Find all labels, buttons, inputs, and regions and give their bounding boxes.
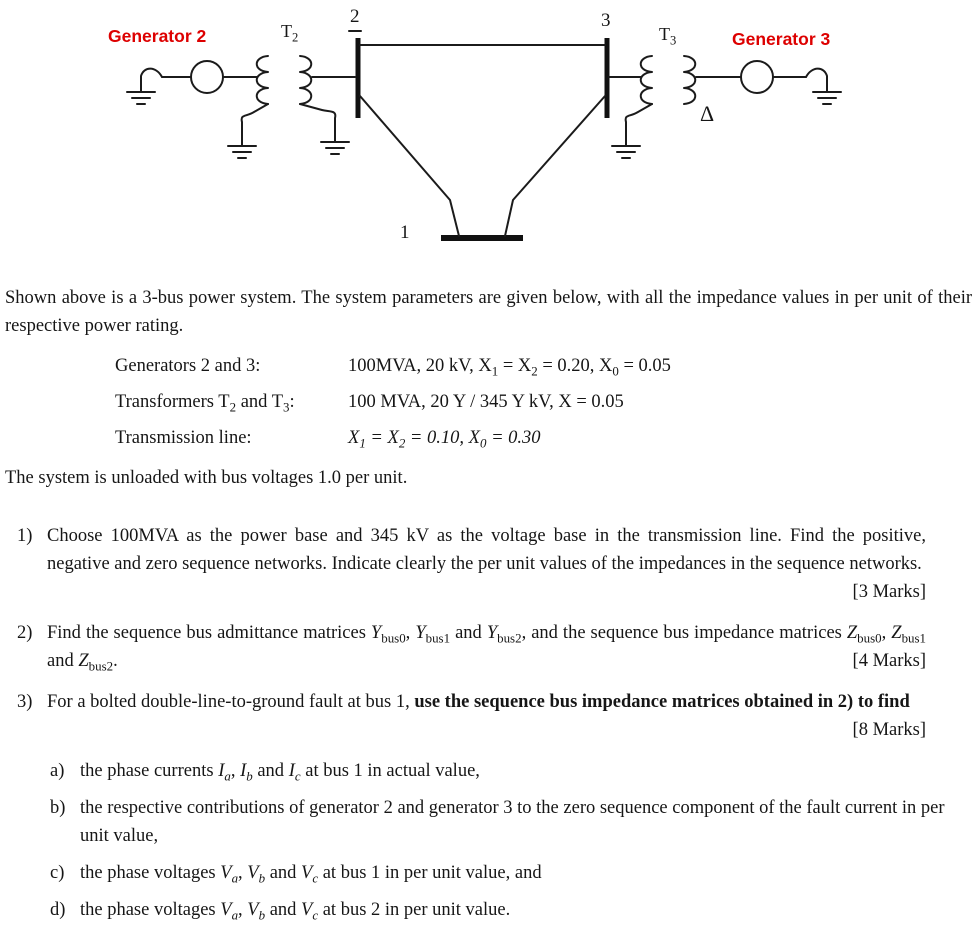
bus-1-label: 1: [400, 222, 410, 243]
line-bus3-bus1: [505, 96, 605, 236]
question-number: 3): [17, 692, 33, 712]
question-marks: [4 Marks]: [852, 651, 926, 671]
parameter-name: Transformers $T_2$ and $T_3$:: [115, 392, 295, 415]
parameter-name: Generators 2 and 3:: [115, 356, 261, 376]
question-text: Find the sequence bus admittance matrices $Y_{bus0}$, $Y_{bus1}$ and $Y_{bus2}$, and the sequence bus impedance matrices $Z_{bus0}$, $Z_{bus1}$ and $Z_{bus2}$.: [47, 623, 927, 674]
question-marks: [8 Marks]: [852, 720, 926, 740]
generator-2-label: Generator 2: [108, 26, 207, 46]
parameter-row-line: [5, 424, 972, 452]
subitem-number: c): [50, 863, 65, 883]
subitem-text: the phase currents $I_a$, $I_b$ and $I_c$ at bus 1 in actual value,: [80, 761, 480, 784]
subitem-text: the phase voltages $V_a$, $V_b$ and $V_c$ at bus 2 in per unit value.: [80, 900, 511, 923]
power-system-diagram: [0, 0, 978, 262]
question-body: [47, 688, 972, 744]
question-body: [47, 619, 972, 675]
question-3: [17, 688, 972, 744]
generator-3-symbol: [741, 61, 806, 93]
subitem-c: [50, 859, 972, 887]
question-3-subitems: [17, 757, 972, 924]
intro-paragraph: Shown above is a 3-bus power system. The system parameters are given below, with all the impedance values in per unit of their respective power rating.: [5, 288, 972, 336]
question-marks: [3 Marks]: [852, 582, 926, 602]
subitem-number: a): [50, 761, 65, 781]
parameter-name: Transmission line:: [115, 428, 252, 448]
parameter-row-generators: [5, 352, 972, 380]
bus-2-label: 2: [350, 6, 360, 27]
subitem-number: b): [50, 798, 66, 818]
transformer-t2-ground-right: [300, 104, 349, 154]
transformer-t3-label: $T_3$: [659, 24, 677, 48]
delta-winding-symbol: Δ: [700, 101, 715, 126]
transformer-t2-ground-left: [228, 104, 268, 158]
parameter-value: $X_1 = X_2 = 0.10$, $X_0 = 0.30$: [348, 428, 541, 451]
line-bus2-bus1: [360, 96, 459, 236]
generator-3-ground: [806, 69, 841, 104]
transformer-t2-symbol: [257, 56, 355, 104]
question-1: [17, 522, 972, 606]
subitem-a: [50, 757, 972, 785]
parameter-list: [5, 352, 972, 452]
unloaded-note: The system is unloaded with bus voltages 1.0 per unit.: [5, 468, 408, 488]
question-list: [5, 522, 972, 924]
question-body: [47, 522, 972, 606]
parameter-value: 100MVA, 20 kV, $X_1 = X_2 = 0.20$, $X_0 = 0.05$: [348, 356, 671, 379]
subitem-text: the respective contributions of generator 2 and generator 3 to the zero sequence component of the fault current in per unit value,: [80, 798, 945, 846]
generator-3-label: Generator 3: [732, 29, 831, 49]
transformer-t3-ground: [612, 104, 652, 158]
problem-text: [0, 284, 978, 924]
question-number: 1): [17, 526, 33, 546]
transformer-t3-symbol: [609, 56, 741, 104]
subitem-d: [50, 896, 972, 924]
bus-3-label: 3: [601, 10, 611, 31]
subitem-text: the phase voltages $V_a$, $V_b$ and $V_c$ at bus 1 in per unit value, and: [80, 863, 542, 886]
subitem-b: [50, 794, 972, 850]
parameter-value: 100 MVA, 20 Y / 345 Y kV, X = 0.05: [348, 392, 624, 412]
question-text: For a bolted double-line-to-ground fault at bus 1, use the sequence bus impedance matrices obtained in 2) to find: [47, 692, 910, 712]
parameter-row-transformers: [5, 388, 972, 416]
generator-2-symbol: [162, 61, 257, 93]
question-2: [17, 619, 972, 675]
generator-2-ground: [127, 69, 162, 104]
question-number: 2): [17, 623, 33, 643]
transformer-t2-label: $T_2$: [281, 21, 299, 45]
subitem-number: d): [50, 900, 66, 920]
question-text: Choose 100MVA as the power base and 345 kV as the voltage base in the transmission line. Find the positive, negative and zero sequence networks. Indicate clearly the per unit values of the impedances in the sequence networks.: [47, 526, 926, 574]
